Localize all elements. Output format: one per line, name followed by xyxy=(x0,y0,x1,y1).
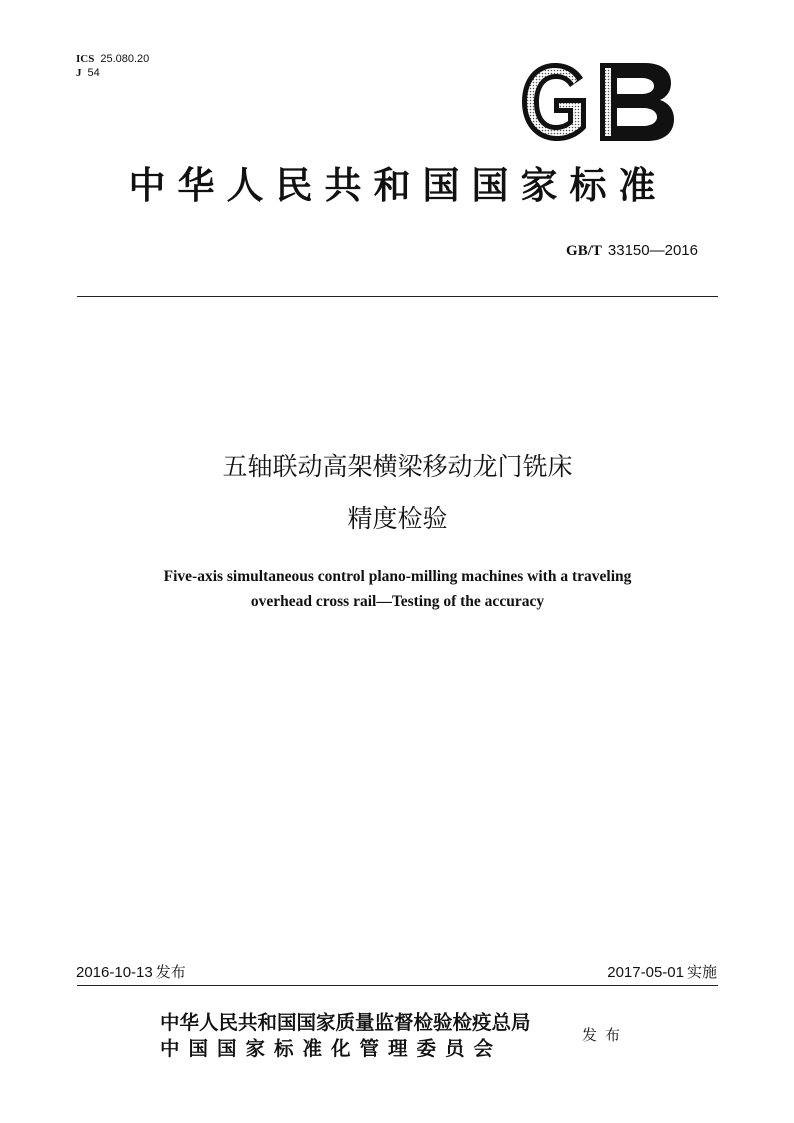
standard-category-title: 中华人民共和国国家标准 xyxy=(128,164,668,207)
publish-label: 发布 xyxy=(582,1026,629,1044)
ccs-code: 54 xyxy=(87,67,100,79)
ics-label: ICS xyxy=(76,53,95,65)
issuer-line2: 中国国家标准化管理委员会 xyxy=(160,1037,503,1060)
gb-letter-b-shade xyxy=(605,68,611,136)
standard-prefix: GB/T xyxy=(566,243,602,259)
standard-code: 33150—2016 xyxy=(607,242,698,259)
ics-classification xyxy=(76,53,149,66)
ccs-classification xyxy=(76,67,100,80)
implement-date-value: 2017-05-01 xyxy=(607,964,684,981)
issuer-line1: 中华人民共和国国家质量监督检验检疫总局 xyxy=(160,1011,531,1034)
document-title-en-line1: Five-axis simultaneous control plano-milling machines with a traveling xyxy=(163,568,632,585)
issue-date-label: 发布 xyxy=(155,963,186,981)
issue-date xyxy=(76,962,186,983)
gb-logo-graphic xyxy=(517,60,677,144)
ics-code: 25.080.20 xyxy=(100,53,150,65)
gb-logo xyxy=(517,60,677,144)
ccs-label: J xyxy=(76,67,82,79)
standard-number xyxy=(566,240,698,261)
document-title-en-line2: overhead cross rail—Testing of the accuracy xyxy=(250,593,545,610)
document-title-cn-line1: 五轴联动高架横梁移动龙门铣床 xyxy=(222,452,573,481)
implement-date xyxy=(607,962,717,983)
gb-letter-b xyxy=(600,63,674,141)
bottom-divider xyxy=(77,985,718,986)
implement-date-label: 实施 xyxy=(686,963,717,981)
issue-date-value: 2016-10-13 xyxy=(76,964,153,981)
top-divider xyxy=(77,296,718,297)
document-title-cn-line2: 精度检验 xyxy=(347,504,448,533)
